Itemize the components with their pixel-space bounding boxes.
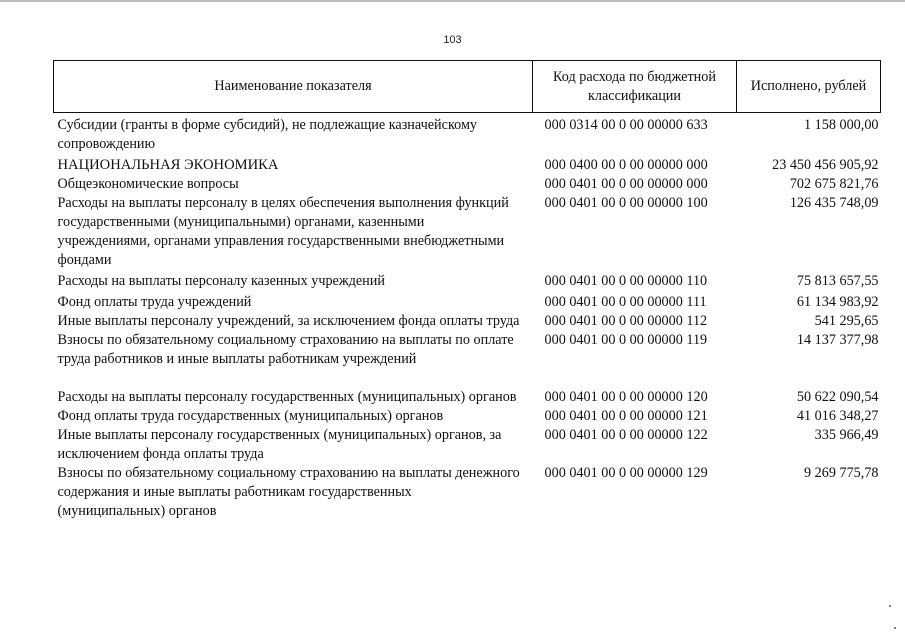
- row-name: НАЦИОНАЛЬНАЯ ЭКОНОМИКА: [57, 157, 279, 173]
- row-code: 000 0401 00 0 00 00000 100: [544, 195, 708, 211]
- page-number: 103: [443, 34, 462, 46]
- row-code: 000 0401 00 0 00 00000 110: [544, 273, 708, 289]
- row-name: Фонд оплаты труда государственных (муниципальных) органов: [57, 408, 444, 424]
- row-amount: 14 137 377,98: [796, 332, 879, 348]
- row-amount: 61 134 983,92: [796, 294, 879, 310]
- table-body: [54, 113, 881, 522]
- row-amount: 9 269 775,78: [804, 465, 879, 481]
- row-amount: 75 813 657,55: [796, 273, 879, 289]
- row-name: Взносы по обязательному социальному страхованию на выплаты по оплате труда работников и иные выплаты работникам учреждений: [57, 332, 514, 367]
- row-amount: 50 622 090,54: [796, 389, 879, 405]
- row-amount: 1 158 000,00: [804, 117, 879, 133]
- table-row: [54, 331, 881, 388]
- top-edge-rule: [0, 0, 905, 2]
- row-code: 000 0400 00 0 00 00000 000: [544, 157, 708, 173]
- table-row: [54, 464, 881, 521]
- row-amount: 41 016 348,27: [796, 408, 879, 424]
- table-row: [54, 113, 881, 157]
- table-header: [54, 61, 881, 113]
- header-budget-code: Код расхода по бюджетной классификации: [533, 61, 737, 113]
- row-code: 000 0401 00 0 00 00000 121: [544, 408, 708, 424]
- table-row: [54, 388, 881, 407]
- row-code: 000 0314 00 0 00 00000 633: [544, 117, 708, 133]
- table-row: [54, 312, 881, 331]
- row-name: Расходы на выплаты персоналу в целях обеспечения выполнения функций государственными (муниципальными) органами, казенными учреждениями, органами управления государственными внебюджетными фондами: [57, 195, 509, 268]
- row-code: 000 0401 00 0 00 00000 119: [544, 332, 708, 348]
- row-name: Фонд оплаты труда учреждений: [57, 294, 252, 310]
- row-amount: 126 435 748,09: [789, 195, 879, 211]
- header-row: [54, 61, 881, 113]
- row-name: Иные выплаты персоналу государственных (муниципальных) органов, за исключением фонда оплаты труда: [57, 427, 502, 462]
- header-executed-amount: Исполнено, рублей: [737, 61, 881, 113]
- row-amount: 541 295,65: [814, 313, 879, 329]
- row-code: 000 0401 00 0 00 00000 129: [544, 465, 708, 481]
- expenditure-table: [53, 60, 881, 521]
- row-name: Расходы на выплаты персоналу государственных (муниципальных) органов: [57, 389, 517, 405]
- row-code: 000 0401 00 0 00 00000 122: [544, 427, 708, 443]
- table-row: [54, 272, 881, 293]
- row-amount: 335 966,49: [814, 427, 879, 443]
- row-name: Взносы по обязательному социальному страхованию на выплаты денежного содержания и иные выплаты работникам государственных (муниципальных) органов: [57, 465, 520, 519]
- row-code: 000 0401 00 0 00 00000 120: [544, 389, 708, 405]
- table-row: [54, 175, 881, 194]
- row-code: 000 0401 00 0 00 00000 111: [544, 294, 707, 310]
- scan-speck: [889, 605, 891, 607]
- table-row-section: [54, 156, 881, 175]
- row-name: Субсидии (гранты в форме субсидий), не подлежащие казначейскому сопровождению: [57, 117, 478, 152]
- row-code: 000 0401 00 0 00 00000 000: [544, 176, 708, 192]
- table-row: [54, 293, 881, 312]
- table-row: [54, 194, 881, 272]
- row-name: Иные выплаты персоналу учреждений, за исключением фонда оплаты труда: [57, 313, 520, 329]
- row-name: Общеэкономические вопросы: [57, 176, 239, 192]
- row-amount: 702 675 821,76: [789, 176, 879, 192]
- scan-speck: [894, 627, 896, 629]
- table-row: [54, 426, 881, 464]
- header-indicator-name: Наименование показателя: [54, 61, 533, 113]
- row-name: Расходы на выплаты персоналу казенных учреждений: [57, 273, 385, 289]
- row-amount: 23 450 456 905,92: [772, 157, 879, 173]
- table-row: [54, 407, 881, 426]
- row-code: 000 0401 00 0 00 00000 112: [544, 313, 708, 329]
